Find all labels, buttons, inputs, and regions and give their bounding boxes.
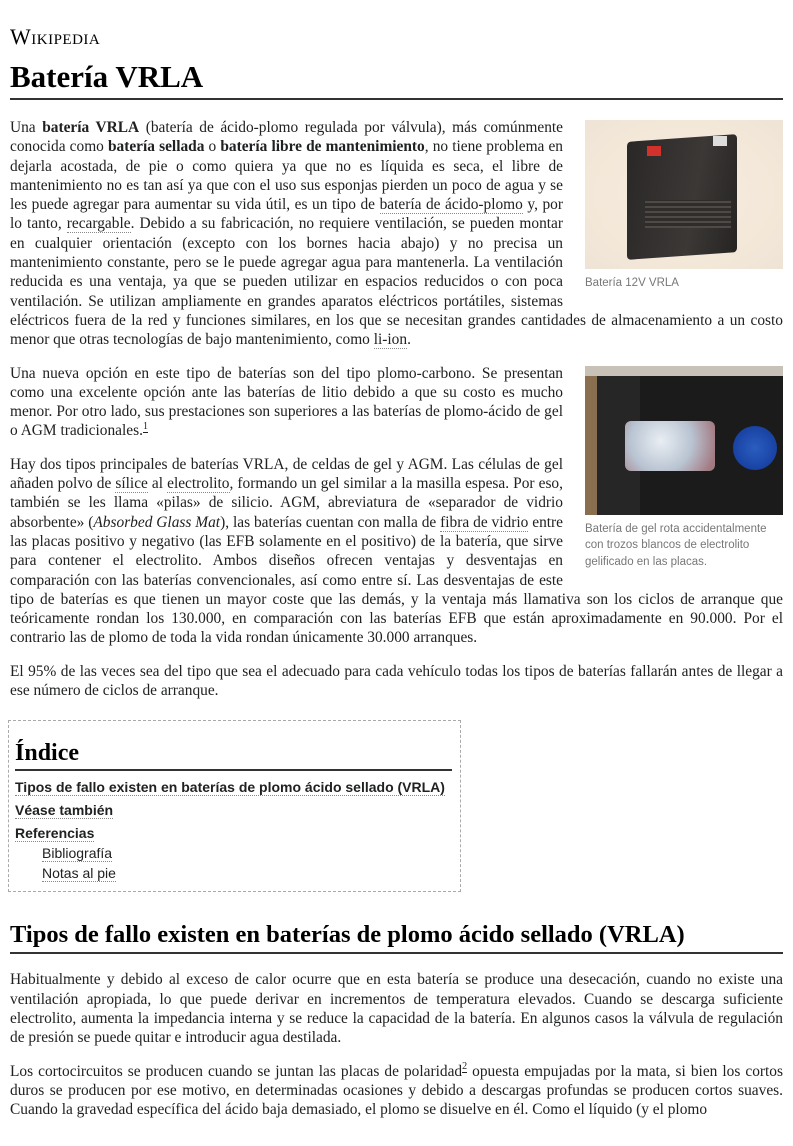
link-fibra-de-vidrio[interactable]: fibra de vidrio: [440, 513, 529, 531]
toc-item-vease-tambien[interactable]: Véase también: [15, 802, 114, 819]
paragraph-tipos: Hay dos tipos principales de baterías VRLA, de celdas de gel y AGM. Las células de gel añaden polvo de sílice al electrolito, formando un gel similar a la masilla espesa. Por eso, también se les llama «pilas» de silicio. AGM, abreviatura de «separador de vidrio absorbente» (Absorbed Glass Mat), las baterías cuentan con malla de fibra de vidrio entre las placas positivo y negativo (las EFB solamente en el positivo) de la batería, que sirve para contener el electrolito. Ambos diseños ofrecen ventajas y desventajas en comparación con las baterías convencionales, así como entre sí. Las desventajas de este tipo de baterías es que tienen un mayor coste que las demás, y la ventaja más llamativa son los ciclos de arranque que teóricamente rondan los 130.000, en comparación con las baterías EFB que están aproximadamente en 90.000. Por el contrario las de plomo de toda la vida rondan únicamente 30.000 arranques.: [10, 455, 783, 647]
intro-paragraph: Una batería VRLA (batería de ácido-plomo regulada por válvula), más comúnmente conocida como batería sellada o batería libre de mantenimiento, no tiene problema en dejarla acostada, de pie o como quiera ya que no es líquida es seca, el libre de mantenimiento no es tan así ya que con el uso sus esponjas pierden un poco de agua y se les puede agregar para aumentar su vida útil, es un tipo de batería de ácido-plomo y, por lo tanto, recargable. Debido a su fabricación, no requiere ventilación, se pueden montar en cualquier orientación (excepto con los bornes hacia abajo) y no precisa un mantenimiento constante, pero se le puede agregar agua para mantenerla. La ventilación reducida es una ventaja, ya que se pueden utilizar en espacios reducidos o con poca ventilación. Se utilizan ampliamente en grandes aparatos eléctricos portátiles, sistemas eléctricos fuera de la red y funciones similares, en los que se necesitan grandes cantidades de almacenamiento a un costo menor que otras tecnologías de bajo mantenimiento, como li-ion.: [10, 119, 783, 349]
figure-gel-battery: [585, 366, 783, 571]
link-li-ion[interactable]: li-ion: [373, 331, 408, 349]
section-paragraph: Habitualmente y debido al exceso de calor ocurre que en esta batería se produce una desecación, cuando no existe una ventilación apropiada, lo que puede derivar en incrementos de temperatura elevados. Cuando se descarga suficiente electrolito, aumenta la impedancia interna y se reduce la capacidad de la batería. En algunos casos la válvula de regulación de presión se puede quitar e introducir agua destilada.: [10, 971, 783, 1047]
reference-2[interactable]: 2: [462, 1061, 468, 1073]
table-of-contents: [8, 720, 461, 892]
figure-caption: Batería 12V VRLA: [585, 277, 679, 289]
figure-battery: [585, 120, 783, 292]
article-body: [10, 118, 783, 1119]
battery-12v-image[interactable]: [585, 120, 783, 269]
toc-title: Índice: [15, 739, 452, 771]
wikipedia-logo[interactable]: Wikipedia: [10, 24, 101, 49]
link-bateria-acido-plomo[interactable]: batería de ácido-plomo: [379, 196, 523, 214]
link-recargable[interactable]: recargable: [66, 215, 131, 233]
figure-caption: Batería de gel rota accidentalmente con trozos blancos de electrolito gelificado en las placas.: [585, 522, 767, 568]
gel-battery-image[interactable]: [585, 366, 783, 515]
toc-subitem-bibliografia[interactable]: Bibliografía: [42, 845, 113, 862]
section-paragraph: Los cortocircuitos se producen cuando se juntan las placas de polaridad$^2$ opuesta empujadas por la mata, si bien los cortos duros se producen por ese motivo, en determinadas ocasiones y debido a descargas profundas se producen cortos suaves. Cuando la gravedad específica del ácido baja demasiado, el plomo se disuelve en él. Como el líquido (y el plomo: [10, 1061, 783, 1119]
page-title: Batería VRLA: [10, 58, 783, 100]
toc-item-tipos-de-fallo[interactable]: Tipos de fallo existen en baterías de plomo ácido sellado (VRLA): [15, 779, 445, 796]
section-heading-tipos-de-fallo: Tipos de fallo existen en baterías de plomo ácido sellado (VRLA): [10, 920, 783, 954]
toc-subitem-notas[interactable]: Notas al pie: [42, 865, 116, 882]
paragraph-95: El 95% de las veces sea del tipo que sea el adecuado para cada vehículo todas los tipos de baterías fallarán antes de llegar a ese número de ciclos de arranque.: [10, 662, 783, 700]
link-electrolito[interactable]: electrolito: [167, 475, 230, 493]
toc-item-referencias[interactable]: Referencias: [15, 825, 95, 842]
reference-1[interactable]: 1: [142, 421, 148, 433]
link-silice[interactable]: sílice: [115, 475, 148, 493]
article-page: [0, 24, 793, 1119]
paragraph-plomo-carbono: Una nueva opción en este tipo de baterías son del tipo plomo-carbono. Se presentan como una excelente opción ante las baterías de litio debido a que su costo es mucho menor. Por otro lado, sus prestaciones son superiores a las baterías de plomo-ácido de gel o AGM tradicionales.$^1$: [10, 364, 563, 440]
